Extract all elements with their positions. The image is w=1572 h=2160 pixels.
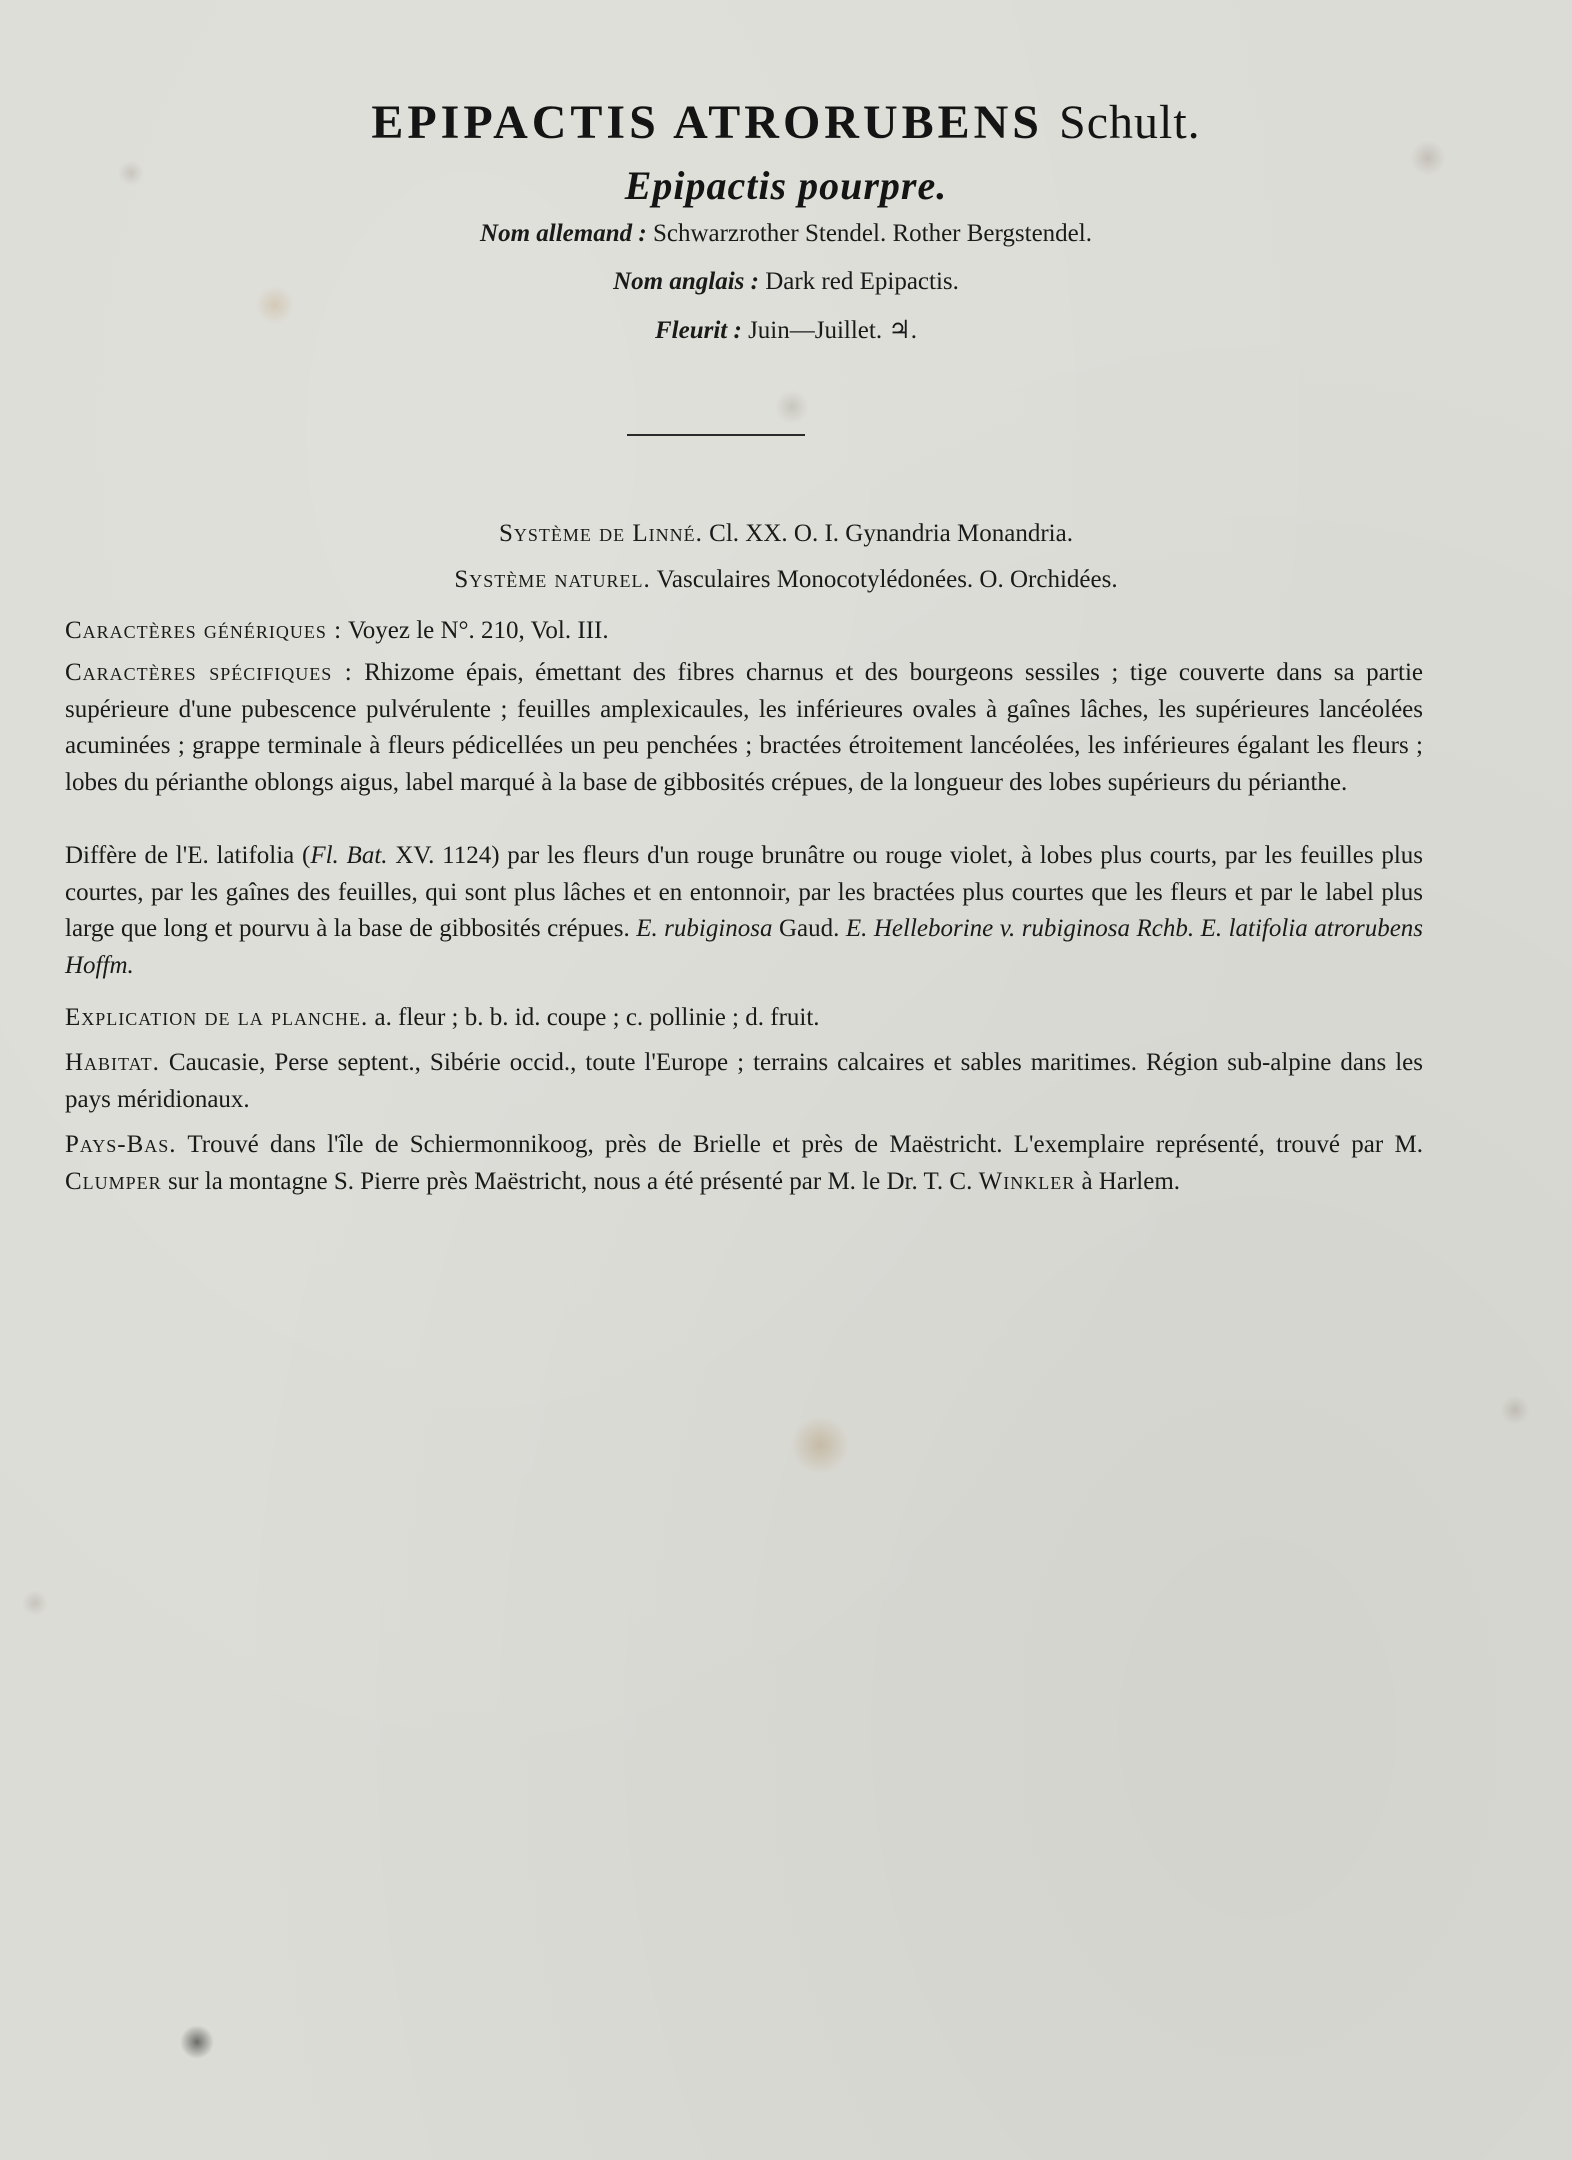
linne-system-value: Cl. XX. O. I. Gynandria Monandria. (709, 520, 1073, 547)
netherlands-text-a: Trouvé dans l'île de Schiermonnikoog, près de Brielle et près de Maëstricht. L'exemplaire représenté, trouvé par M. (187, 1131, 1423, 1158)
netherlands-paragraph (65, 1127, 1423, 1200)
generic-characters-value: Voyez le N°. 210, Vol. III. (347, 617, 609, 644)
natural-system-line (0, 566, 1572, 594)
german-name-line (0, 220, 1572, 248)
plate-explanation-label: Explication de la planche. (65, 1004, 369, 1031)
specific-characters-value: Rhizome épais, émettant des fibres charnus et des bourgeons sessiles ; tige couverte dans sa partie supérieure d'une pubescence pulvérulente ; feuilles amplexicaules, les inférieures ovales à gaînes lâches, les supérieures lancéolées acuminées ; grappe terminale à fleurs pédicellées un peu penchées ; bractées étroitement lancéolées, les inférieures égalant les fleurs ; lobes du périanthe oblongs aigus, label marqué à la base de gibbosités crépues, de la longueur des lobes supérieurs du périanthe. (65, 659, 1423, 796)
english-name-value: Dark red Epipactis. (765, 268, 959, 295)
english-name-line (0, 268, 1572, 296)
synonym-1: E. rubiginosa (636, 915, 773, 942)
flowering-line (0, 315, 1572, 345)
differs-text-a: Diffère de l'E. latifolia ( (65, 842, 311, 869)
natural-system-value: Vasculaires Monocotylédonées. O. Orchidées. (656, 566, 1118, 593)
collector-name: Clumper (65, 1167, 162, 1195)
foxing-spot (1500, 1395, 1530, 1425)
species-author: Schult. (1059, 96, 1201, 149)
synonym-2: E. Helleborine v. rubiginosa Rchb. E. latifolia atrorubens Hoffm. (65, 915, 1424, 979)
habitat-paragraph (65, 1045, 1423, 1118)
synonym-1-author: Gaud. (772, 915, 846, 942)
linne-system-label: Système de Linné. (499, 520, 703, 547)
german-name-label: Nom allemand : (480, 220, 647, 247)
differs-paragraph (65, 838, 1423, 984)
habitat-value: Caucasie, Perse septent., Sibérie occid., toute l'Europe ; terrains calcaires et sables maritimes. Région sub-alpine dans les pays méridionaux. (65, 1049, 1423, 1113)
plate-explanation-value: a. fleur ; b. b. id. coupe ; c. pollinie ; d. fruit. (374, 1004, 820, 1031)
german-name-value: Schwarzrother Stendel. Rother Bergstendel. (652, 220, 1092, 247)
foxing-spot (775, 390, 809, 424)
english-name-label: Nom anglais : (613, 268, 759, 295)
specific-characters (65, 655, 1423, 801)
specific-characters-label: Caractères spécifiques : (65, 659, 353, 686)
differs-text-b: XV. 1124) par les fleurs d'un rouge brunâtre ou rouge violet, à lobes plus courts, par les feuilles plus courtes, par les gaînes des feuilles, qui sont plus lâches et en entonnoir, par les bractées plus courtes que les fleurs et par le label plus large que long et pourvu à la base de gibbosités crépues. (65, 842, 1424, 942)
common-name: Epipactis pourpre. (624, 163, 948, 208)
plate-explanation (65, 1000, 1423, 1037)
foxing-spot (180, 2025, 214, 2059)
netherlands-text-b: sur la montagne S. Pierre près Maëstricht, nous a été présenté par M. le Dr. T. C. (161, 1167, 979, 1195)
generic-characters (65, 613, 1423, 650)
separator-rule (627, 434, 805, 436)
habitat-label: Habitat. (65, 1049, 160, 1076)
differs-reference: Fl. Bat. (310, 842, 388, 869)
foxing-spot (22, 1590, 48, 1616)
foxing-spot (790, 1415, 850, 1475)
netherlands-text-c: à Harlem. (1075, 1167, 1181, 1195)
netherlands-label: Pays-Bas. (65, 1131, 177, 1158)
donor-name: Winkler (978, 1167, 1076, 1195)
generic-characters-label: Caractères génériques : (65, 617, 343, 644)
page-title (0, 95, 1572, 150)
species-name: EPIPACTIS ATRORUBENS (371, 96, 1043, 149)
flowering-label: Fleurit : (654, 317, 742, 344)
natural-system-label: Système naturel. (454, 566, 651, 593)
linne-system-line (0, 520, 1572, 548)
flowering-value: Juin—Juillet. ♃. (748, 317, 918, 344)
